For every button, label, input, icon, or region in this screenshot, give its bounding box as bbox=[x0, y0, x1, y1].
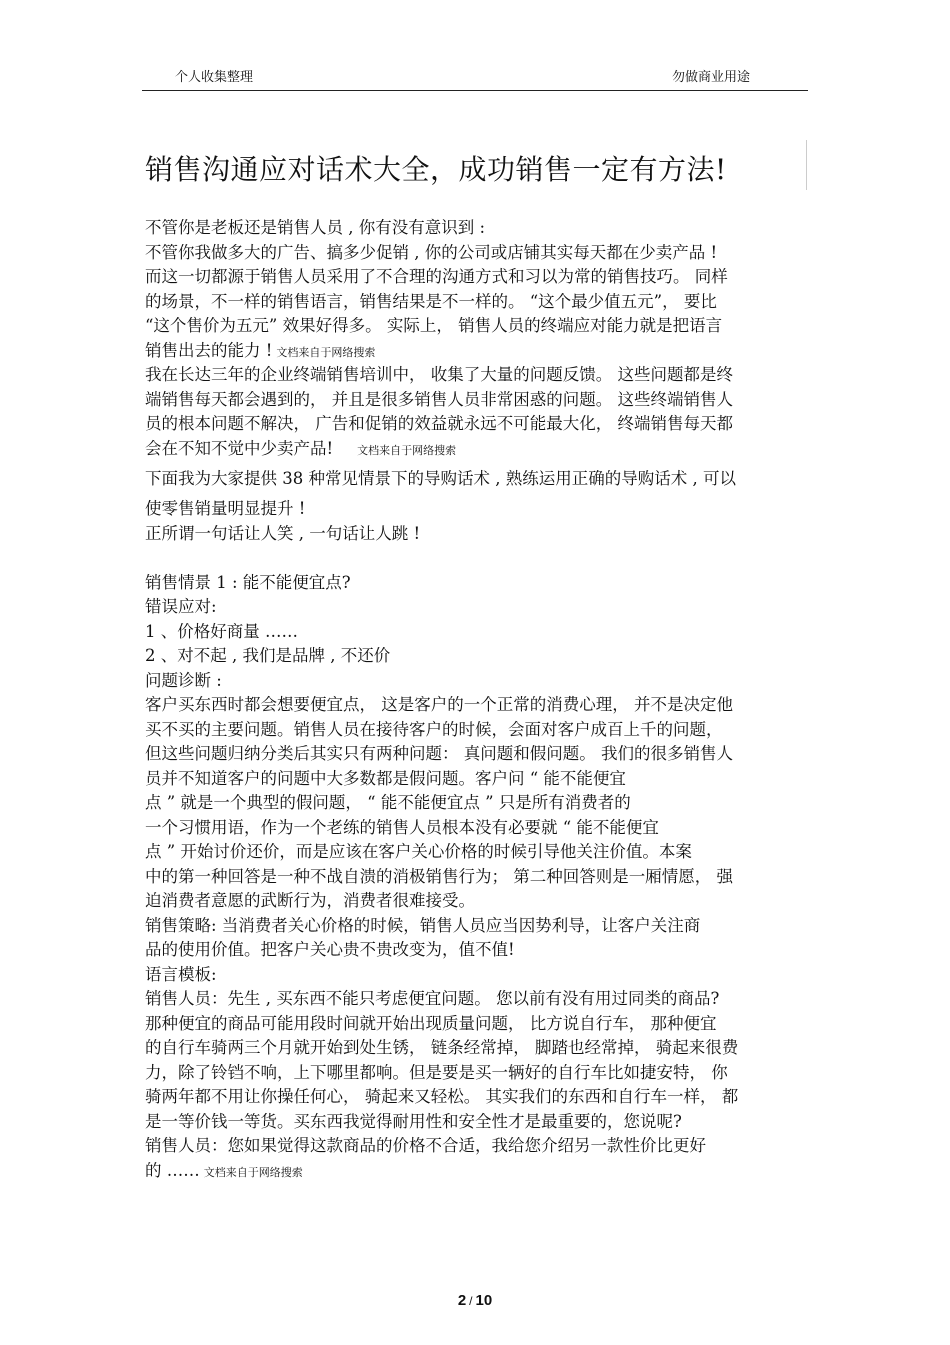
page-title: 销售沟通应对话术大全，成功销售一定有方法! bbox=[145, 153, 727, 186]
body-line: 使零售销量明显提升 ! bbox=[145, 499, 306, 518]
body-line: 下面我为大家提供 38 种常见情景下的导购话术 , 熟练运用正确的导购话术 , 可以 bbox=[145, 469, 736, 488]
body-line: 销售人员：先生 , 买东西不能只考虑便宜问题。 您以前有没有用过同类的商品? bbox=[145, 989, 720, 1008]
body-line: 力，除了铃铛不响，上下哪里都响。但是要是买一辆好的自行车比如捷安特， 你 bbox=[145, 1062, 728, 1082]
body-line-text: 的 …… bbox=[145, 1160, 200, 1180]
body-line: 是一等价钱一等货。买东西我觉得耐用性和安全性才是最重要的，您说呢? bbox=[145, 1111, 682, 1131]
body-line: 错误应对: bbox=[145, 597, 217, 616]
header-left: 个人收集整理 bbox=[175, 70, 254, 85]
source-note: 文档来自于网络搜索 bbox=[203, 1165, 303, 1179]
body-line: 销售人员：您如果觉得这款商品的价格不合适，我给您介绍另一款性价比更好 bbox=[145, 1136, 706, 1155]
blank-line bbox=[145, 546, 810, 571]
body-line: 不管你是老板还是销售人员 , 你有没有意识到 : bbox=[145, 218, 486, 237]
body-line: 端销售每天都会遇到的， 并且是很多销售人员非常困惑的问题。 这些终端销售人 bbox=[145, 389, 733, 409]
body-line: 员并不知道客户的问题中大多数都是假问题。客户问 “ 能不能便宜 bbox=[145, 768, 626, 788]
page-number bbox=[0, 1292, 950, 1309]
body-line: 一个习惯用语，作为一个老练的销售人员根本没有必要就 “ 能不能便宜 bbox=[145, 817, 659, 837]
total-pages: 10 bbox=[475, 1292, 493, 1309]
body-line: 那种便宜的商品可能用段时间就开始出现质量问题， 比方说自行车， 那种便宜 bbox=[145, 1013, 717, 1033]
body-line: 的自行车骑两三个月就开始到处生锈， 链条经常掉， 脚踏也经常掉， 骑起来很费 bbox=[145, 1038, 739, 1057]
body-line: 1 、价格好商量 …… bbox=[145, 621, 298, 641]
page-separator: / bbox=[469, 1294, 473, 1308]
body-line: 迫消费者意愿的武断行为，消费者很难接受。 bbox=[145, 891, 475, 910]
source-note: 文档来自于网络搜索 bbox=[357, 443, 457, 457]
header-right: 勿做商业用途 bbox=[672, 70, 751, 85]
body-line: 2 、对不起 , 我们是品牌 , 不还价 bbox=[145, 646, 391, 665]
body-line: 客户买东西时都会想要便宜点， 这是客户的一个正常的消费心理， 并不是决定他 bbox=[145, 695, 733, 714]
body-line: 不管你我做多大的广告、搞多少促销 , 你的公司或店铺其实每天都在少卖产品 ! bbox=[145, 242, 718, 262]
body-line: 语言模板: bbox=[145, 964, 217, 984]
body-text bbox=[145, 216, 810, 1183]
body-line bbox=[145, 339, 810, 364]
body-line bbox=[145, 437, 810, 462]
body-line-text: 销售出去的能力 ! bbox=[145, 340, 273, 360]
body-line: 点 ” 开始讨价还价，而是应该在客户关心价格的时候引导他关注价值。本案 bbox=[145, 842, 692, 861]
body-line: 品的使用价值。把客户关心贵不贵改变为，值不值! bbox=[145, 940, 515, 959]
source-note: 文档来自于网络搜索 bbox=[276, 345, 376, 359]
body-line: 中的第一种回答是一种不战自溃的消极销售行为； 第二种回答则是一厢情愿， 强 bbox=[145, 866, 733, 886]
body-line: 的场景，不一样的销售语言，销售结果是不一样的。 “这个最少值五元”， 要比 bbox=[145, 291, 717, 311]
body-line: 点 ” 就是一个典型的假问题， “ 能不能便宜点 ” 只是所有消费者的 bbox=[145, 793, 631, 812]
body-line-text: 会在不知不觉中少卖产品! bbox=[145, 438, 334, 458]
body-line: 问题诊断 : bbox=[145, 670, 222, 690]
body-line: 员的根本问题不解决， 广告和促销的效益就永远不可能最大化， 终端销售每天都 bbox=[145, 414, 733, 433]
header-rule bbox=[142, 90, 808, 91]
body-line: 正所谓一句话让人笑 , 一句话让人跳 ! bbox=[145, 523, 421, 543]
body-line bbox=[145, 1159, 810, 1184]
body-line: 销售策略: 当消费者关心价格的时候，销售人员应当因势利导，让客户关注商 bbox=[145, 915, 701, 935]
body-line: 买不买的主要问题。销售人员在接待客户的时候，会面对客户成百上千的问题， bbox=[145, 719, 723, 739]
body-line: 但这些问题归纳分类后其实只有两种问题： 真问题和假问题。 我们的很多销售人 bbox=[145, 744, 733, 763]
body-line: 而这一切都源于销售人员采用了不合理的沟通方式和习以为常的销售技巧。 同样 bbox=[145, 267, 728, 286]
body-line: 销售情景 1 : 能不能便宜点? bbox=[145, 572, 351, 592]
body-line: “这个售价为五元” 效果好得多。 实际上， 销售人员的终端应对能力就是把语言 bbox=[145, 316, 723, 335]
body-line: 我在长达三年的企业终端销售培训中， 收集了大量的问题反馈。 这些问题都是终 bbox=[145, 365, 733, 384]
body-line: 骑两年都不用让你操任何心， 骑起来又轻松。 其实我们的东西和自行车一样， 都 bbox=[145, 1087, 739, 1106]
current-page: 2 bbox=[457, 1292, 467, 1309]
